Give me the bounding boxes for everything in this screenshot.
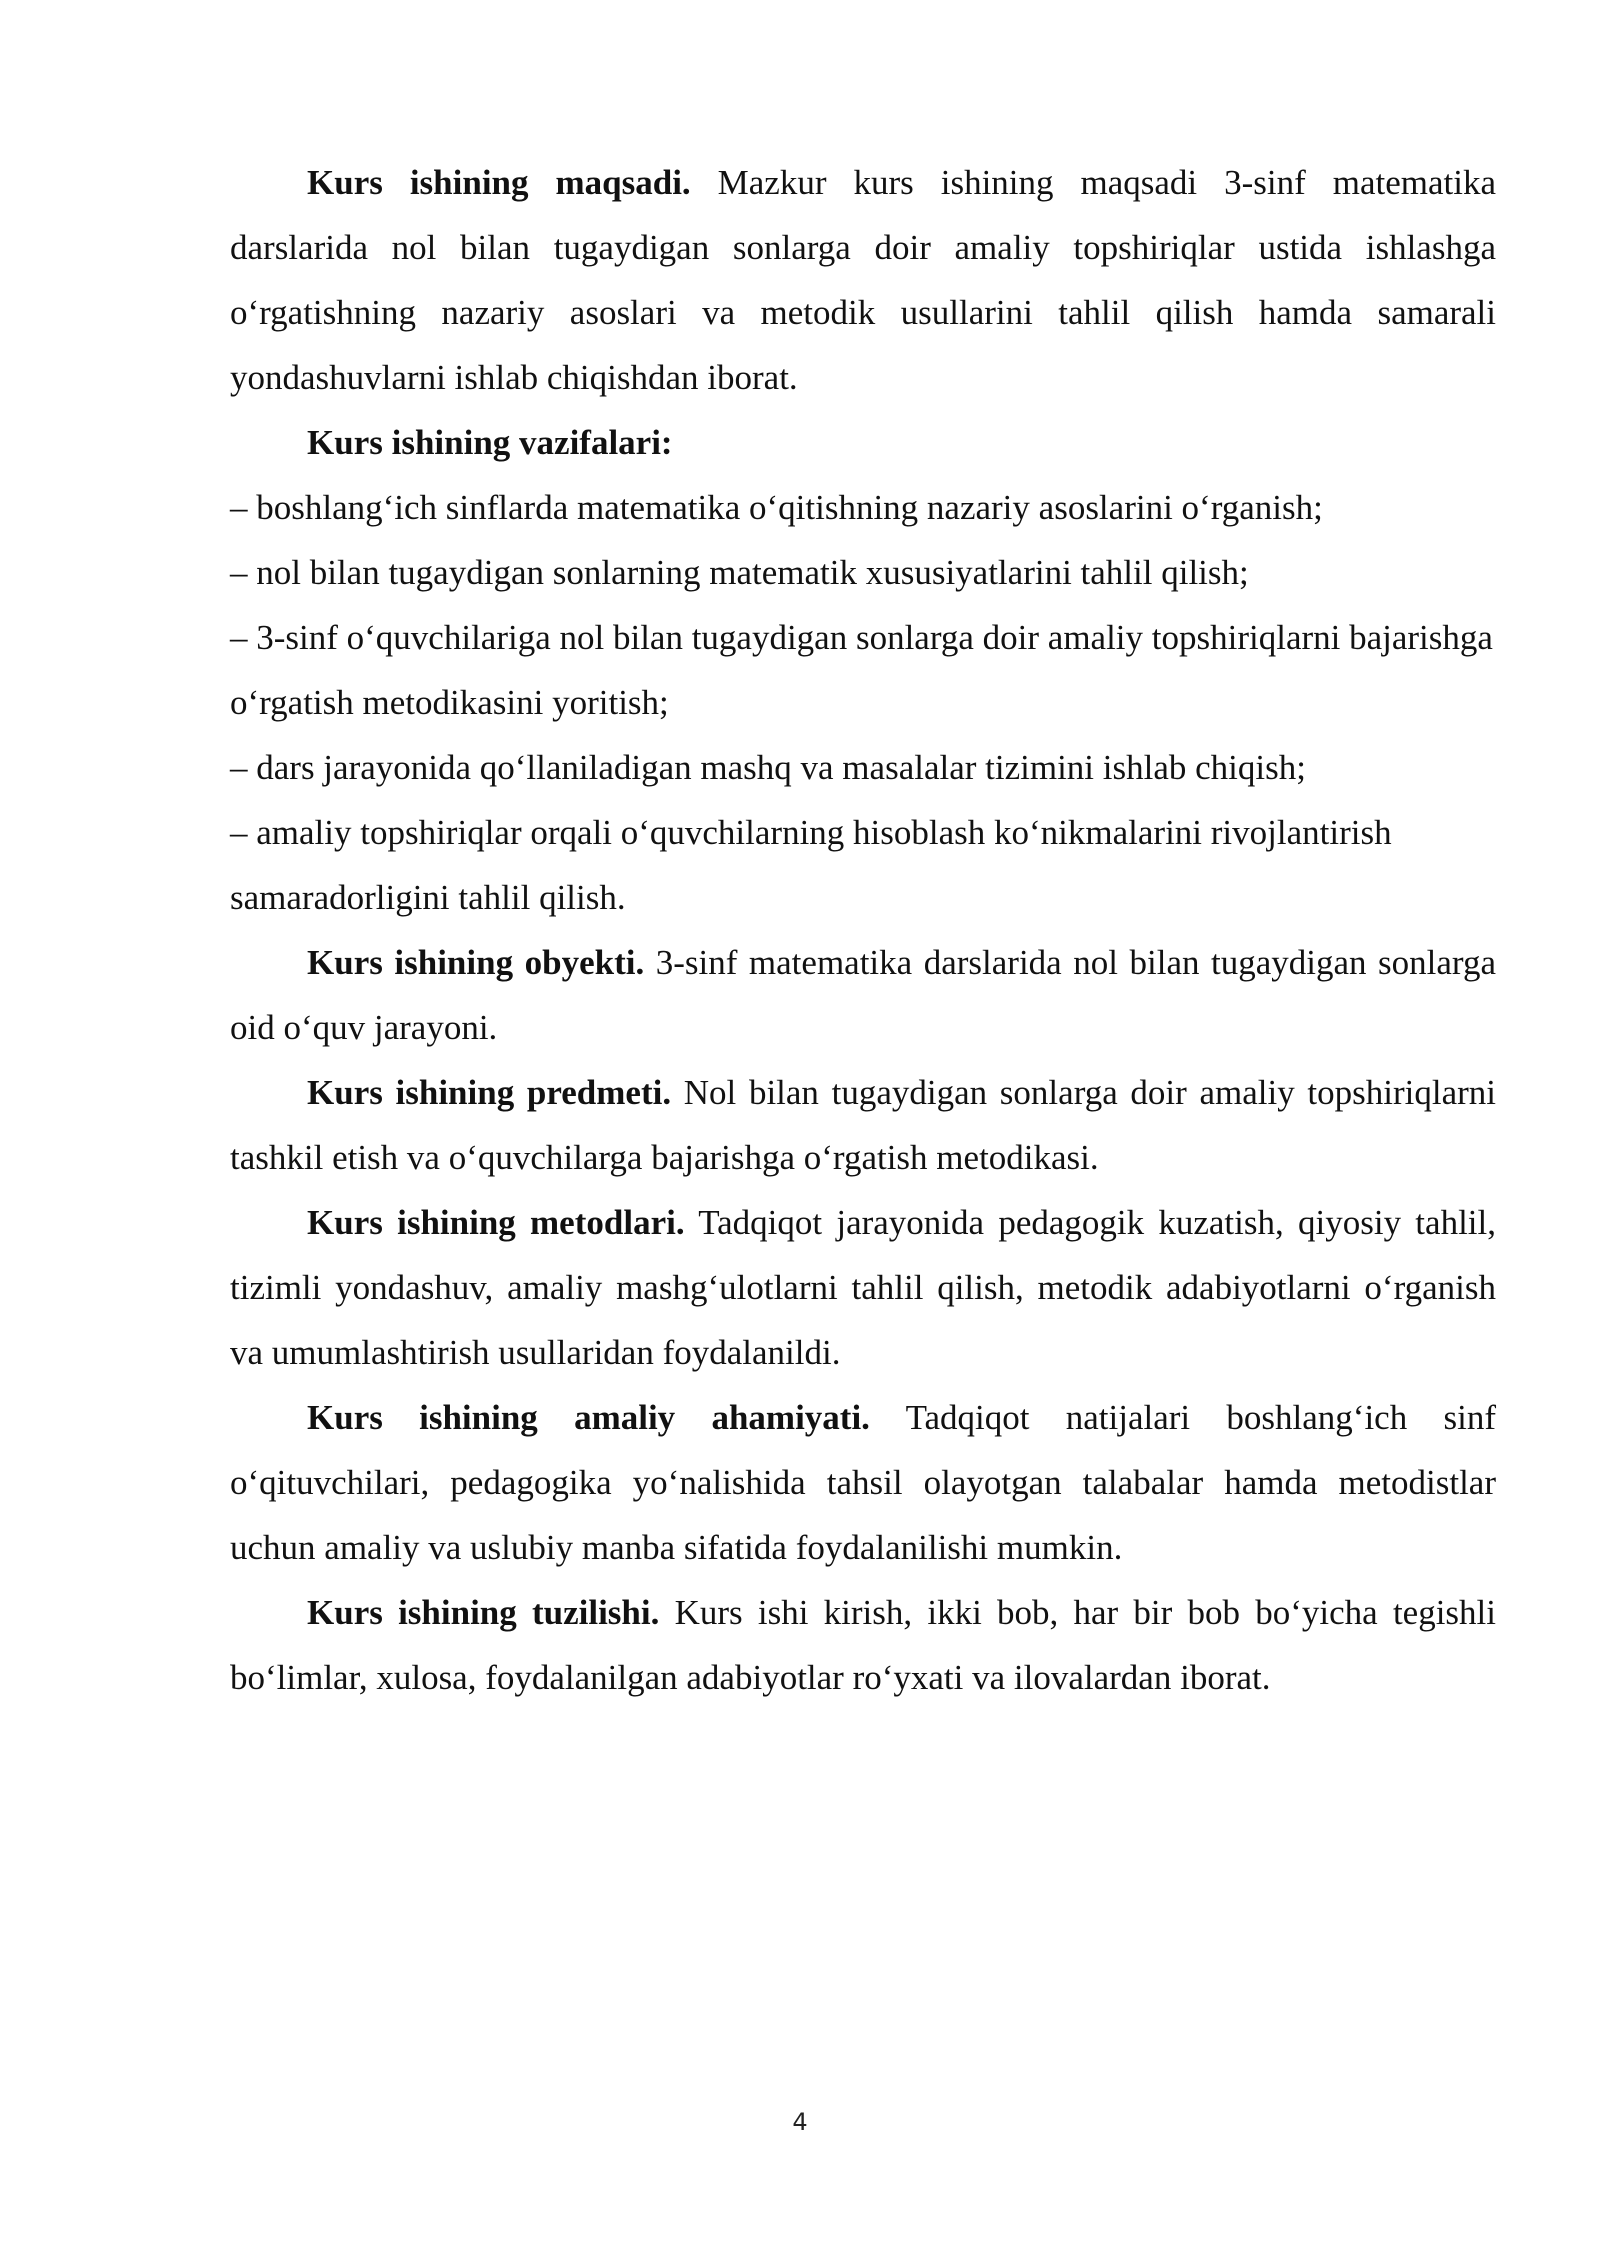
list-item: – amaliy topshiriqlar orqali o‘quvchilarning hisoblash ko‘nikmalarini rivojlantirish samaradorligini tahlil qilish.: [230, 813, 1392, 917]
list-item: – dars jarayonida qo‘llaniladigan mashq va masalalar tizimini ishlab chiqish;: [230, 748, 1306, 787]
paragraph-tuzilish: [230, 1580, 1496, 1710]
section-heading-ahamiyat: Kurs ishining amaliy ahamiyati.: [307, 1398, 870, 1437]
section-text-tuzilish: Kurs ishi kirish, ikki bob, har bir bob bo‘yicha tegishli bo‘limlar, xulosa, foydalanilgan adabiyotlar ro‘yxati va ilovalardan iborat.: [230, 1593, 1496, 1697]
paragraph-predmet: [230, 1060, 1496, 1190]
section-text-metodlar: Tadqiqot jarayonida pedagogik kuzatish, qiyosiy tahlil, tizimli yondashuv, amaliy mashg‘ulotlarni tahlil qilish, metodik adabiyotlarni o‘rganish va umumlashtirish usullaridan foydalanildi.: [230, 1203, 1496, 1372]
paragraph-metodlar: [230, 1190, 1496, 1385]
list-item: – boshlang‘ich sinflarda matematika o‘qitishning nazariy asoslarini o‘rganish;: [230, 488, 1323, 527]
section-text-maqsad: Mazkur kurs ishining maqsadi 3-sinf matematika darslarida nol bilan tugaydigan sonlarga doir amaliy topshiriqlar ustida ishlashga o‘rgatishning nazariy asoslari va metodik usullarini tahlil qilish hamda samarali yondashuvlarni ishlab chiqishdan iborat.: [230, 163, 1496, 397]
list-item: – 3-sinf o‘quvchilariga nol bilan tugaydigan sonlarga doir amaliy topshiriqlarni bajarishga o‘rgatish metodikasini yoritish;: [230, 618, 1493, 722]
section-text-predmet: Nol bilan tugaydigan sonlarga doir amaliy topshiriqlarni tashkil etish va o‘quvchilarga bajarishga o‘rgatish metodikasi.: [230, 1073, 1496, 1177]
paragraph-obyekt: [230, 930, 1496, 1060]
section-heading-maqsad: Kurs ishining maqsadi.: [307, 163, 691, 202]
section-heading-vazifalar: Kurs ishining vazifalari:: [307, 423, 673, 462]
section-heading-predmet: Kurs ishining predmeti.: [307, 1073, 672, 1112]
paragraph-ahamiyat: [230, 1385, 1496, 1580]
section-heading-metodlar: Kurs ishining metodlari.: [307, 1203, 685, 1242]
page-number: 4: [792, 2108, 808, 2136]
section-text-ahamiyat: Tadqiqot natijalari boshlang‘ich sinf o‘qituvchilari, pedagogika yo‘nalishida tahsil olayotgan talabalar hamda metodistlar uchun amaliy va uslubiy manba sifatida foydalanilishi mumkin.: [230, 1398, 1496, 1567]
list-item: – nol bilan tugaydigan sonlarning matematik xususiyatlarini tahlil qilish;: [230, 553, 1249, 592]
section-text-obyekt: 3-sinf matematika darslarida nol bilan tugaydigan sonlarga oid o‘quv jarayoni.: [230, 943, 1496, 1047]
document-body: [230, 150, 1496, 1710]
paragraph-maqsad: [230, 150, 1496, 410]
section-heading-obyekt: Kurs ishining obyekti.: [307, 943, 645, 982]
section-heading-tuzilish: Kurs ishining tuzilishi.: [307, 1593, 660, 1632]
